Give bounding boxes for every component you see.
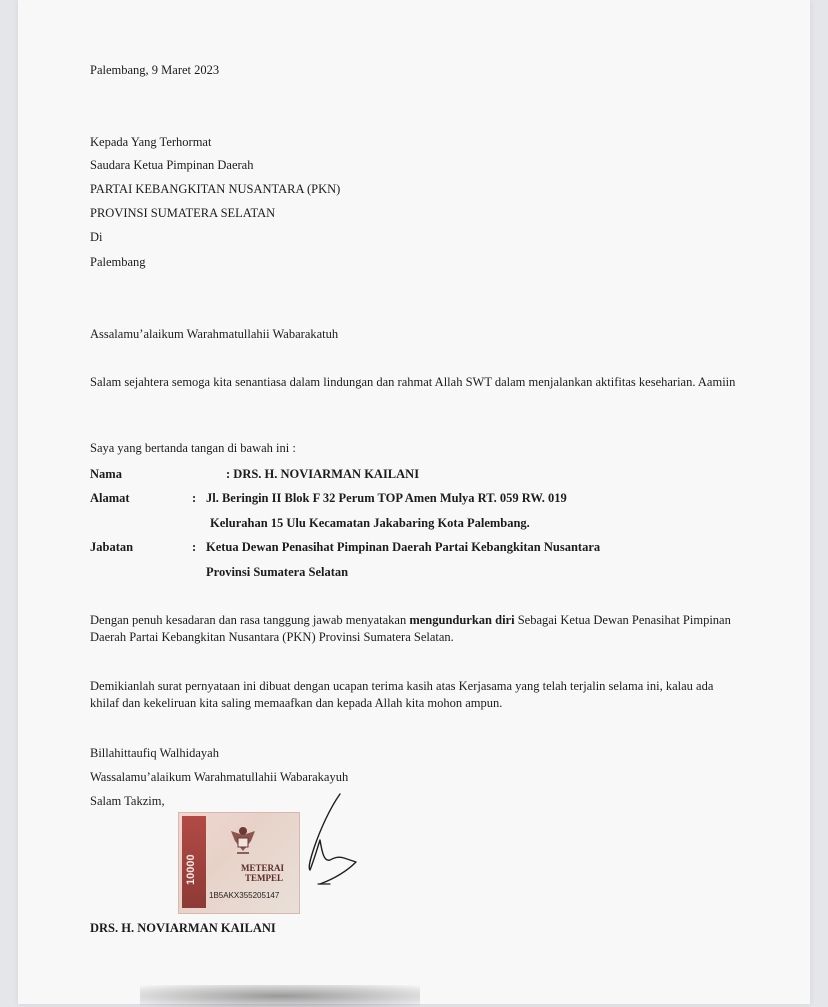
stamp-value: 10000 (185, 854, 197, 885)
opening-paragraph: Salam sejahtera semoga kita senantiasa dalam lindungan dan rahmat Allah SWT dalam menjalankan aktifitas keseharian. Aamiin (90, 375, 736, 389)
position-line-2: Provinsi Sumatera Selatan (206, 565, 349, 579)
revenue-stamp (178, 812, 300, 914)
statement-emphasis: mengundurkan diri (409, 613, 515, 627)
closing-line-3: Salam Takzim, (90, 794, 165, 808)
recipient-line-5: Di (90, 230, 103, 244)
recipient-line-2: Saudara Ketua Pimpinan Daerah (90, 158, 254, 172)
recipient-line-1: Kepada Yang Terhormat (90, 135, 212, 149)
name-label: Nama (90, 467, 122, 481)
address-label: Alamat (90, 491, 130, 505)
recipient-line-4: PROVINSI SUMATERA SELATAN (90, 206, 276, 220)
garuda-emblem-icon (223, 821, 263, 861)
closing-paragraph: Demikianlah surat pernyataan ini dibuat dengan ucapan terima kasih atas Kerjasama yang telah terjalin selama ini, kalau ada khilaf dan kekeliruan kita saling memaafkan dan kepada Allah kita mohon ampun. (90, 679, 714, 710)
address-line-2: Kelurahan 15 Ulu Kecamatan Jakabaring Kota Palembang. (210, 516, 530, 530)
statement-text-after: Sebagai Ketua Dewan Penasihat Pimpinan Daerah Partai Kebangkitan Nusantara (PKN) Provinsi Sumatera Selatan. (90, 613, 731, 644)
position-colon: : (192, 540, 197, 554)
name-value: : DRS. H. NOVIARMAN KAILANI (226, 467, 420, 481)
closing-line-2: Wassalamu’alaikum Warahmatullahii Wabarakayuh (90, 770, 349, 784)
recipient-line-3: PARTAI KEBANGKITAN NUSANTARA (PKN) (90, 182, 341, 196)
intro-line: Saya yang bertanda tangan di bawah ini : (90, 441, 296, 455)
statement-text-before: Dengan penuh kesadaran dan rasa tanggung jawab menyatakan (90, 613, 410, 627)
address-colon: : (192, 491, 197, 505)
position-label: Jabatan (90, 540, 134, 554)
address-line-1: Jl. Beringin II Blok F 32 Perum TOP Amen Mulya RT. 059 RW. 019 (206, 491, 567, 505)
signer-name: DRS. H. NOVIARMAN KAILANI (90, 921, 276, 935)
letter-page (18, 0, 810, 1004)
statement-paragraph (90, 612, 740, 646)
place-date: Palembang, 9 Maret 2023 (90, 63, 220, 77)
recipient-line-6: Palembang (90, 255, 146, 269)
greeting: Assalamu’alaikum Warahmatullahii Wabarakatuh (90, 327, 339, 341)
stamp-label-2: TEMPEL (245, 873, 284, 883)
position-line-1: Ketua Dewan Penasihat Pimpinan Daerah Partai Kebangkitan Nusantara (206, 540, 601, 554)
stamp-label-1: METERAI (241, 863, 285, 873)
closing-line-1: Billahittaufiq Walhidayah (90, 746, 219, 760)
stamp-serial: 1B5AKX355205147 (209, 891, 280, 900)
signature-icon (300, 790, 370, 890)
